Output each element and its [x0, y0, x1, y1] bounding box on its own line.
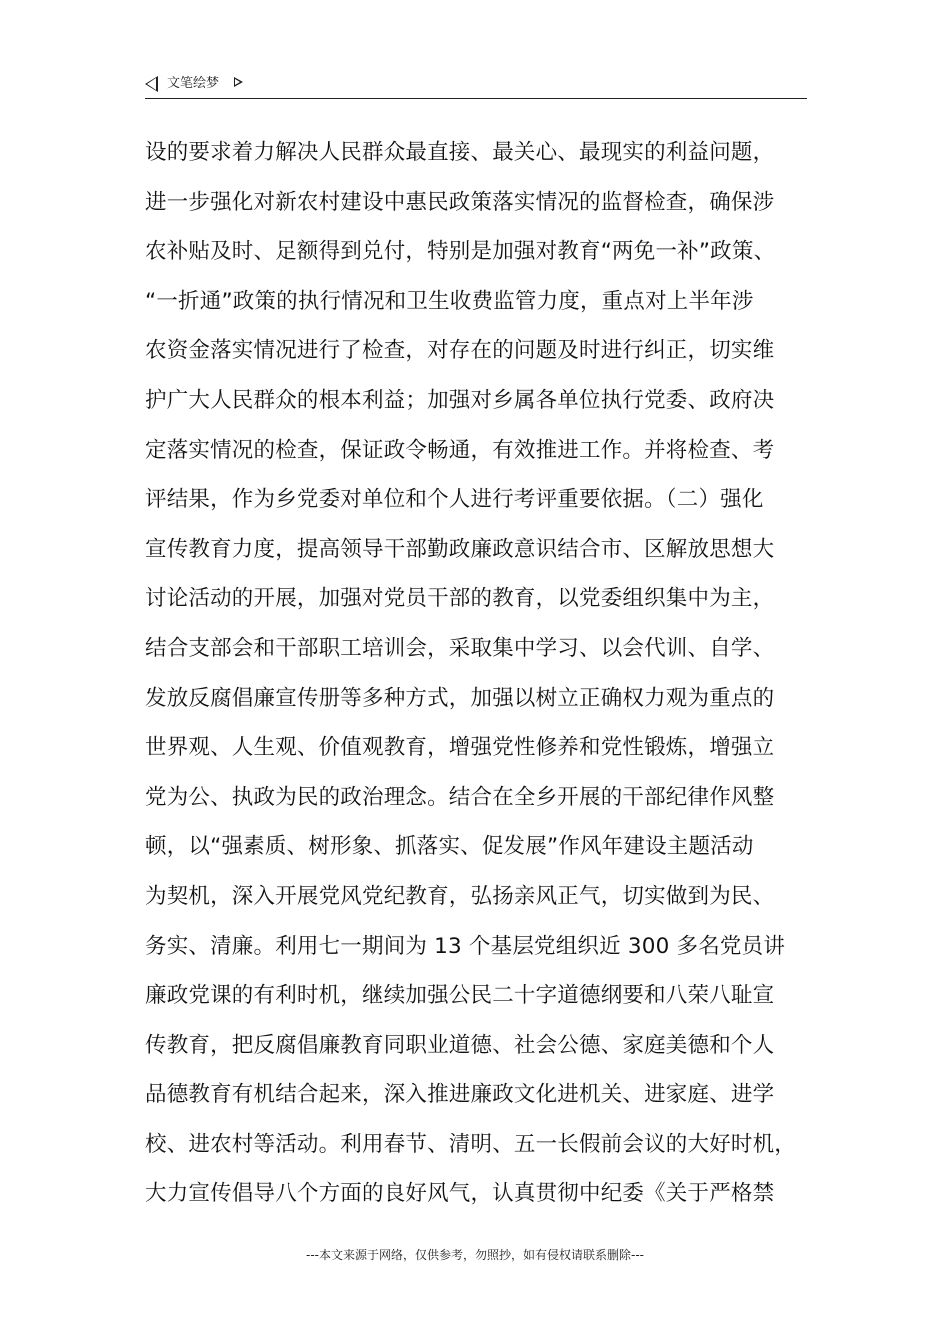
- body-line: 廉政党课的有利时机，继续加强公民二十字道德纲要和八荣八耻宣: [145, 983, 775, 1009]
- header-title: 文笔绘梦: [167, 76, 220, 91]
- body-line: 农资金落实情况进行了检查，对存在的问题及时进行纠正，切实维: [145, 338, 775, 364]
- body-line: 党为公、执政为民的政治理念。结合在全乡开展的干部纪律作风整: [145, 784, 775, 810]
- body-line: 大力宣传倡导八个方面的良好风气，认真贯彻中纪委《关于严格禁: [145, 1181, 775, 1207]
- body-line: “一折通”政策的执行情况和卫生收费监管力度，重点对上半年涉: [145, 288, 754, 314]
- triangle-left-icon: [145, 76, 158, 92]
- body-line: 护广大人民群众的根本利益；加强对乡属各单位执行党委、政府决: [145, 387, 775, 413]
- body-line: 发放反腐倡廉宣传册等多种方式，加强以树立正确权力观为重点的: [145, 685, 775, 711]
- body-line: 务实、清廉。利用七一期间为 13 个基层党组织近 300 多名党员讲: [145, 933, 786, 959]
- body-line: 为契机，深入开展党风党纪教育，弘扬亲风正气，切实做到为民、: [145, 883, 775, 909]
- triangle-right-icon: [234, 77, 243, 87]
- page-footer-disclaimer: ---本文来源于网络，仅供参考，勿照抄，如有侵权请联系删除---: [306, 1248, 644, 1262]
- body-line: 进一步强化对新农村建设中惠民政策落实情况的监督检查，确保涉: [145, 189, 775, 215]
- body-line: 品德教育有机结合起来，深入推进廉政文化进机关、进家庭、进学: [145, 1082, 775, 1108]
- body-line: 定落实情况的检查，保证政令畅通，有效推进工作。并将检查、考: [145, 437, 775, 463]
- body-line: 农补贴及时、足额得到兑付，特别是加强对教育“两免一补”政策、: [145, 239, 776, 265]
- body-line: 结合支部会和干部职工培训会，采取集中学习、以会代训、自学、: [145, 635, 775, 661]
- body-line: 传教育，把反腐倡廉教育同职业道德、社会公德、家庭美德和个人: [145, 1032, 775, 1058]
- body-line: 讨论活动的开展，加强对党员干部的教育，以党委组织集中为主，: [145, 586, 775, 612]
- body-line: 宣传教育力度，提高领导干部勤政廉政意识结合市、区解放思想大: [145, 536, 775, 562]
- page-header: [145, 74, 807, 99]
- body-line: 世界观、人生观、价值观教育，增强党性修养和党性锻炼，增强立: [145, 735, 775, 761]
- body-line: 顿，以“强素质、树形象、抓落实、促发展”作风年建设主题活动: [145, 834, 754, 860]
- document-body: [145, 128, 825, 1219]
- body-line: 设的要求着力解决人民群众最直接、最关心、最现实的利益问题，: [145, 140, 775, 165]
- body-line: 评结果，作为乡党委对单位和个人进行考评重要依据。（二）强化: [145, 487, 764, 513]
- body-line: 校、进农村等活动。利用春节、清明、五一长假前会议的大好时机，: [145, 1131, 797, 1157]
